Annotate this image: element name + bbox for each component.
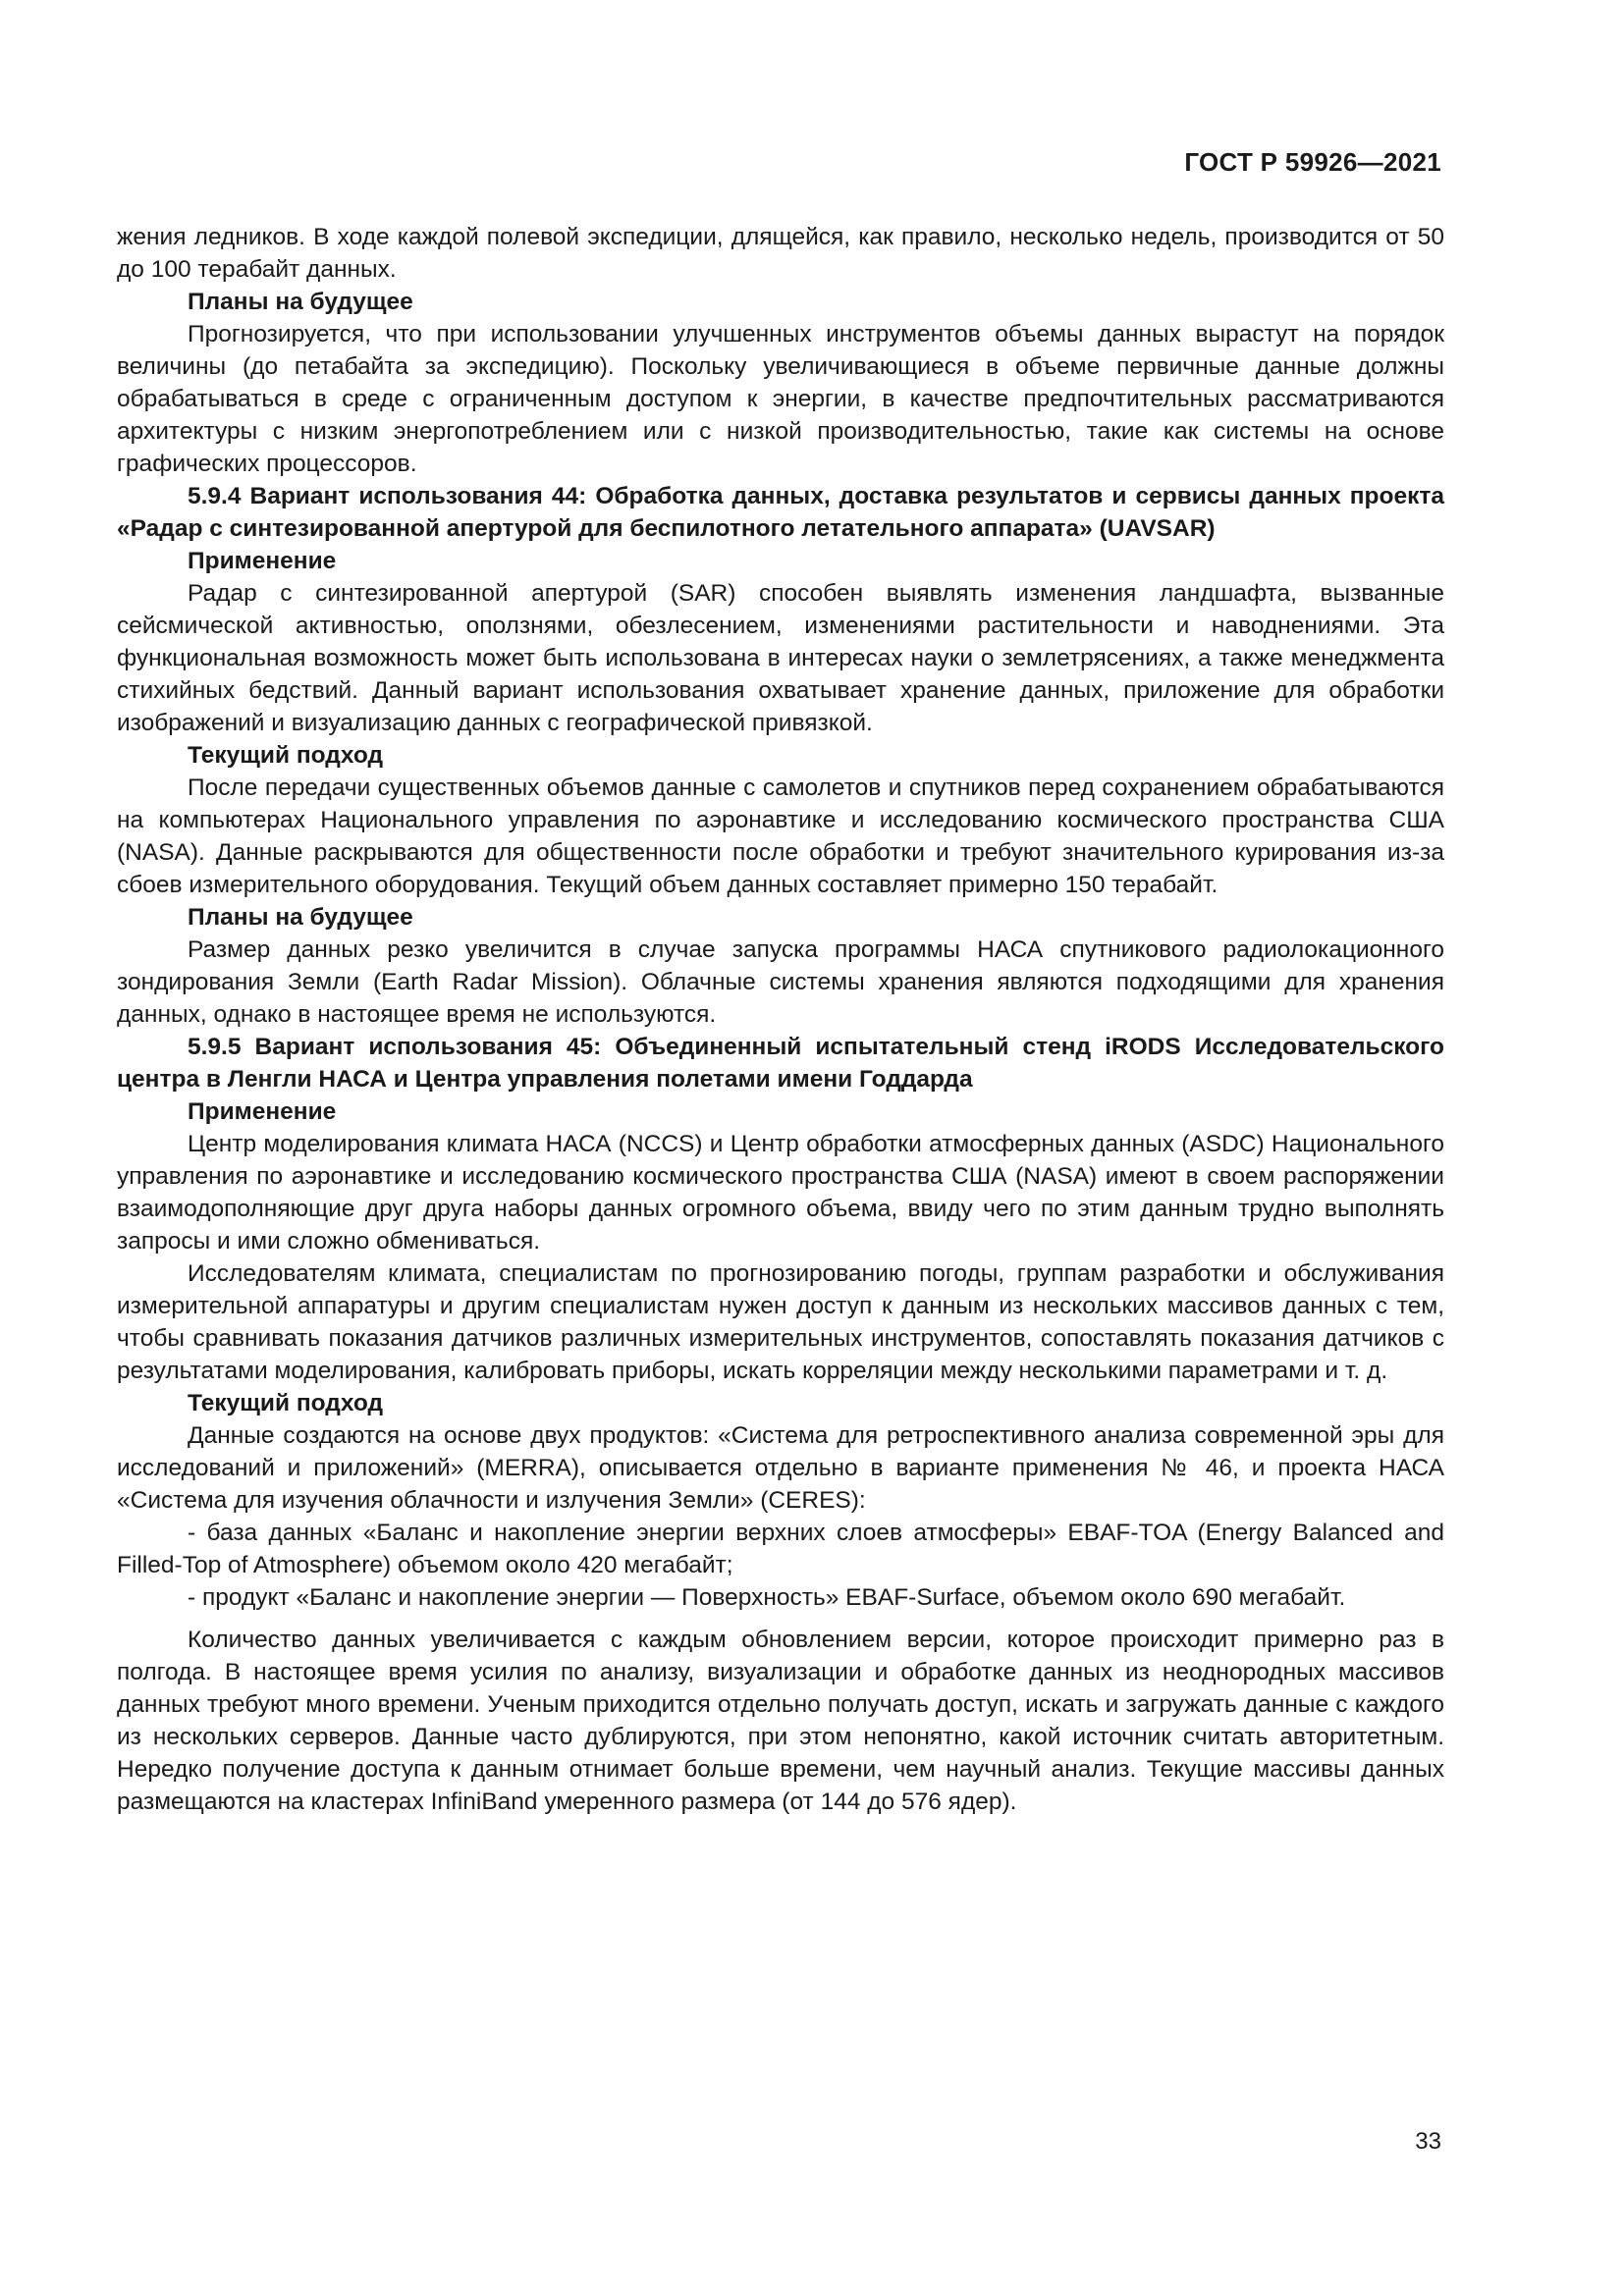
body-paragraph: Исследователям климата, специалистам по прогнозированию погоды, группам разработки и обслуживания измерительной аппаратуры и другим специалистам нужен доступ к данным из нескольких массивов данных с тем, чтобы сравнивать показания датчиков различных измерительных инструментов, сопоставлять показания датчиков с результатами моделирования, калибровать приборы, искать корреляции между несколькими параметрами и т. д.	[117, 1260, 1444, 1384]
subheading-future-plans: Планы на будущее	[188, 904, 413, 931]
subheading-application: Применение	[188, 548, 337, 574]
body-paragraph: Количество данных увеличивается с каждым обновлением версии, которое происходит примерно раз в полгода. В настоящее время усилия по анализу, визуализации и обработке данных из неоднородных массивов данных требуют много времени. Ученым приходится отдельно получать доступ, искать и загружать данные с каждого из нескольких серверов. Данные часто дублируются, при этом непонятно, какой источник считать авторитетным. Нередко получение доступа к данным отнимает больше времени, чем научный анализ. Текущие массивы данных размещаются на кластерах InfiniBand умеренного размера (от 144 до 576 ядер).	[117, 1627, 1444, 1815]
document-header-id: ГОСТ Р 59926—2021	[1184, 147, 1441, 177]
body-paragraph: жения ледников. В ходе каждой полевой экспедиции, длящейся, как правило, несколько недель, производится от 50 до 100 терабайт данных.	[117, 224, 1444, 283]
body-paragraph: Данные создаются на основе двух продуктов: «Система для ретроспективного анализа современной эры для исследований и приложений» (MERRA), описывается отдельно в варианте применения № 46, и проекта НАСА «Система для изучения облачности и излучения Земли» (CERES):	[117, 1422, 1444, 1514]
list-item: - база данных «Баланс и накопление энергии верхних слоев атмосферы» EBAF-TOA (Energy Balanced and Filled-Top of Atmosphere) объемом около 420 мегабайт;	[117, 1520, 1444, 1578]
section-heading-5-9-4: 5.9.4 Вариант использования 44: Обработка данных, доставка результатов и сервисы данных проекта «Радар с синтезированной апертурой для беспилотного летательного аппарата» (UAVSAR)	[117, 483, 1444, 542]
body-paragraph: Размер данных резко увеличится в случае запуска программы НАСА спутникового радиолокационного зондирования Земли (Earth Radar Mission). Облачные системы хранения являются подходящими для хранения данных, однако в настоящее время не используются.	[117, 936, 1444, 1028]
body-paragraph: После передачи существенных объемов данные с самолетов и спутников перед сохранением обрабатываются на компьютерах Национального управления по аэронавтике и исследованию космического пространства США (NASA). Данные раскрываются для общественности после обработки и требуют значительного курирования из-за сбоев измерительного оборудования. Текущий объем данных составляет примерно 150 терабайт.	[117, 774, 1444, 898]
body-paragraph: Центр моделирования климата НАСА (NCCS) и Центр обработки атмосферных данных (ASDC) Национального управления по аэронавтике и исследованию космического пространства США (NASA) имеют в своем распоряжении взаимодополняющие друг друга наборы данных огромного объема, ввиду чего по этим данным трудно выполнять запросы и ими сложно обмениваться.	[117, 1131, 1444, 1255]
subheading-application: Применение	[188, 1098, 337, 1125]
subheading-current-approach: Текущий подход	[188, 742, 384, 769]
list-item: - продукт «Баланс и накопление энергии — Поверхность» EBAF-Surface, объемом около 690 мегабайт.	[188, 1584, 1346, 1611]
subheading-current-approach: Текущий подход	[188, 1390, 384, 1416]
body-paragraph: Радар с синтезированной апертурой (SAR) способен выявлять изменения ландшафта, вызванные сейсмической активностью, оползнями, обезлесением, изменениями растительности и наводнениями. Эта функциональная возможность может быть использована в интересах науки о землетрясениях, а также менеджмента стихийных бедствий. Данный вариант использования охватывает хранение данных, приложение для обработки изображений и визуализацию данных с географической привязкой.	[117, 580, 1444, 736]
section-heading-5-9-5: 5.9.5 Вариант использования 45: Объединенный испытательный стенд iRODS Исследовательского центра в Ленгли НАСА и Центра управления полетами имени Годдарда	[117, 1034, 1444, 1093]
page-number: 33	[1415, 2128, 1441, 2155]
document-body	[117, 221, 1444, 1818]
subheading-future-plans: Планы на будущее	[188, 289, 413, 315]
body-paragraph: Прогнозируется, что при использовании улучшенных инструментов объемы данных вырастут на порядок величины (до петабайта за экспедицию). Поскольку увеличивающиеся в объеме первичные данные должны обрабатываться в среде с ограниченным доступом к энергии, в качестве предпочтительных рассматриваются архитектуры с низким энергопотреблением или с низкой производительностью, такие как системы на основе графических процессоров.	[117, 321, 1444, 477]
